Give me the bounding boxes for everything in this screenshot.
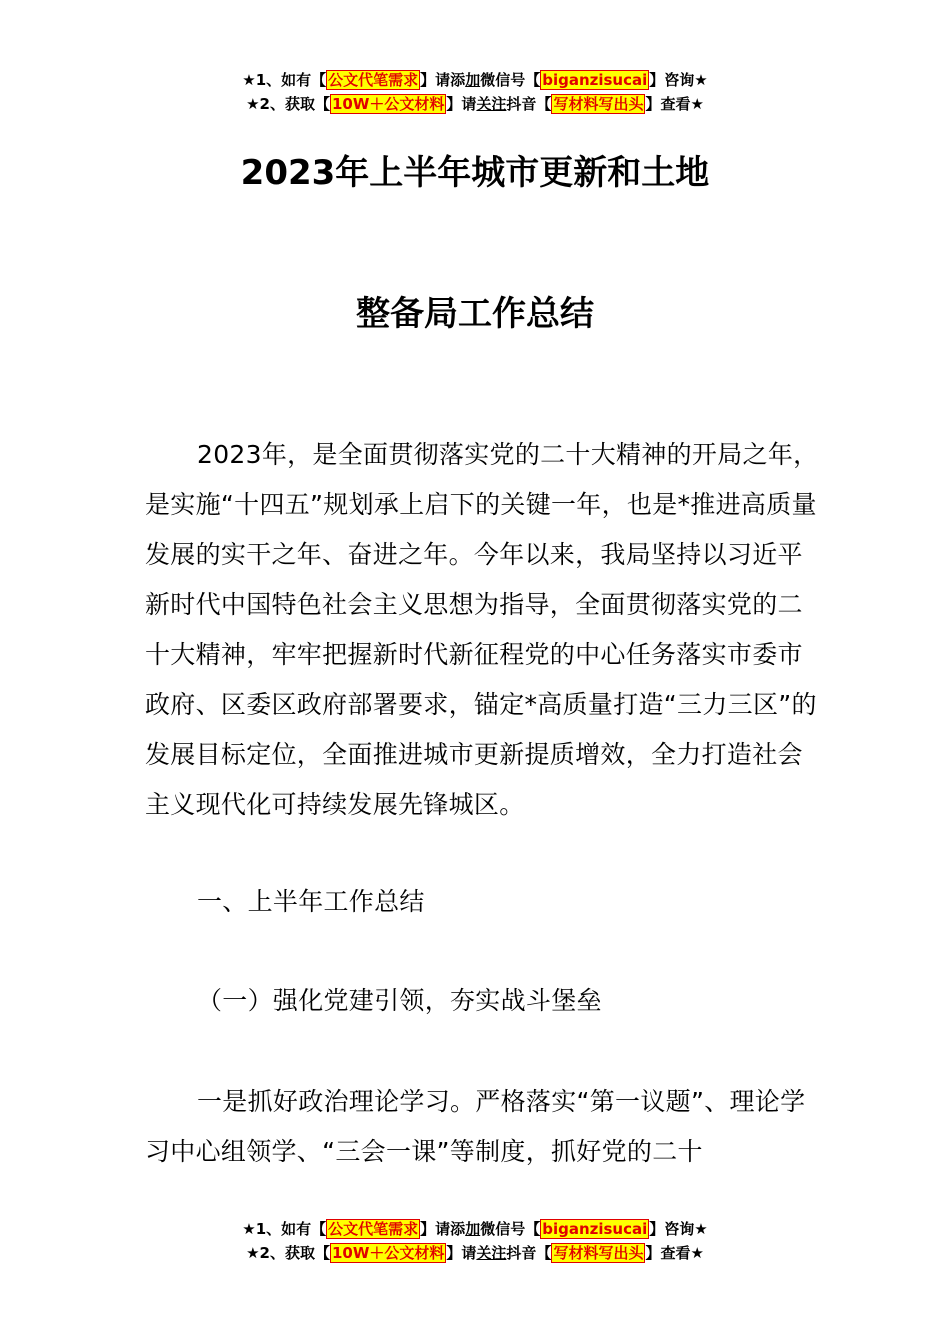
intro-paragraph: 2023年，是全面贯彻落实党的二十大精神的开局之年，是实施“十四五”规划承上启下的关键一年，也是*推进高质量发展的实干之年、奋进之年。今年以来，我局坚持以习近平新时代中国特色社会主义思想为指导，全面贯彻落实党的二十大精神，牢牢把握新时代新征程党的中心任务落实市委市政府、区委区政府部署要求，锚定*高质量打造“三力三区”的发展目标定位，全面推进城市更新提质增效，全力打造社会主义现代化可持续发展先锋城区。 xyxy=(145,440,819,819)
highlight-service: 公文代笔需求 xyxy=(328,1220,419,1238)
document-title-line-1: 2023年上半年城市更新和土地 xyxy=(240,153,710,193)
document-title-line-2: 整备局工作总结 xyxy=(356,294,594,334)
highlight-wechat-id: biganzisucai xyxy=(542,1220,648,1238)
promo-line-2: ★2、获取【 10W＋公文材料 】请关注抖音【 写材料写出头 】查看★ xyxy=(246,1244,704,1262)
highlight-douyin-account: 写材料写出头 xyxy=(553,95,644,113)
highlight-materials: 10W＋公文材料 xyxy=(331,1244,445,1262)
highlight-service: 公文代笔需求 xyxy=(328,71,419,89)
promo-line-1: ★1、如有【 公文代笔需求 】请添加微信号【 biganzisucai 】咨询★ xyxy=(242,71,708,89)
promo-line-1: ★1、如有【 公文代笔需求 】请添加微信号【 biganzisucai 】咨询★ xyxy=(242,1220,708,1238)
promo-banner-top xyxy=(0,68,950,116)
body-paragraph: 一是抓好政治理论学习。严格落实“第一议题”、理论学习中心组领学、“三会一课”等制度，抓好党的二十 xyxy=(145,1087,806,1166)
highlight-materials: 10W＋公文材料 xyxy=(331,95,445,113)
highlight-wechat-id: biganzisucai xyxy=(542,71,648,89)
subsection-heading: （一）强化党建引领，夯实战斗堡垒 xyxy=(197,986,602,1015)
section-heading: 一、上半年工作总结 xyxy=(197,887,425,916)
highlight-douyin-account: 写材料写出头 xyxy=(553,1244,644,1262)
promo-line-2: ★2、获取【 10W＋公文材料 】请关注抖音【 写材料写出头 】查看★ xyxy=(246,95,704,113)
promo-banner-bottom xyxy=(0,1217,950,1265)
